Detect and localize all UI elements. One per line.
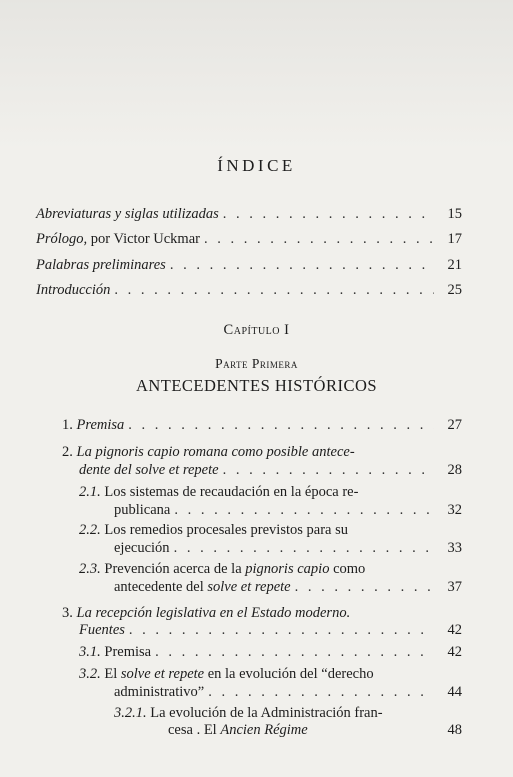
toc-entry-2-line1[interactable]: 2. La pignoris capio romana como posible antece- bbox=[62, 444, 355, 460]
toc-entry-label: Fuentes bbox=[79, 622, 125, 638]
toc-page-number: 44 bbox=[447, 684, 462, 700]
toc-entry-label: administrativo” bbox=[114, 684, 205, 700]
toc-entry-label: cesa . El Ancien Régime bbox=[168, 722, 308, 738]
index-title: ÍNDICE bbox=[217, 156, 296, 175]
leader-dots bbox=[170, 255, 434, 275]
toc-page-number: 48 bbox=[447, 722, 462, 738]
toc-entry-2-3[interactable] bbox=[114, 577, 462, 597]
toc-entry-3-2-1-line1[interactable]: 3.2.1. La evolución de la Administración fran- bbox=[114, 705, 383, 721]
leader-dots bbox=[223, 204, 434, 224]
toc-entry-2[interactable] bbox=[79, 460, 462, 480]
toc-entry-3[interactable] bbox=[79, 620, 462, 640]
leader-dots bbox=[114, 280, 434, 300]
toc-entry-2-2[interactable] bbox=[114, 538, 462, 558]
toc-entry-2-1-line1[interactable]: 2.1. Los sistemas de recaudación en la época re- bbox=[79, 484, 359, 500]
toc-page-number: 25 bbox=[447, 282, 462, 298]
toc-entry-2-1[interactable] bbox=[114, 500, 462, 520]
toc-page-number: 42 bbox=[447, 622, 462, 638]
toc-entry-3-line1[interactable]: 3. La recepción legislativa en el Estado moderno. bbox=[62, 605, 351, 621]
bleed-through-shadow bbox=[0, 0, 513, 150]
leader-dots bbox=[295, 577, 434, 597]
toc-page-number: 21 bbox=[447, 257, 462, 273]
toc-entry-palabras[interactable] bbox=[36, 255, 462, 275]
leader-dots bbox=[129, 620, 434, 640]
toc-entry-abreviaturas[interactable] bbox=[36, 204, 462, 224]
toc-page-number: 17 bbox=[447, 231, 462, 247]
toc-entry-label: ejecución bbox=[114, 540, 170, 556]
toc-page-number: 42 bbox=[447, 644, 462, 660]
toc-entry-label: Abreviaturas y siglas utilizadas bbox=[36, 206, 219, 222]
section-number: 3.1. bbox=[79, 644, 101, 660]
toc-entry-label: Premisa bbox=[76, 417, 125, 433]
toc-entry-label: Introducción bbox=[36, 282, 111, 298]
toc-entry-3-2-line1[interactable]: 3.2. El solve et repete en la evolución del “derecho bbox=[79, 666, 374, 682]
toc-page-number: 28 bbox=[447, 462, 462, 478]
toc-entry-1[interactable] bbox=[62, 415, 462, 435]
toc-entry-label: dente del solve et repete bbox=[79, 462, 219, 478]
toc-page-number: 37 bbox=[447, 579, 462, 595]
toc-entry-label: Prólogo, por Victor Uckmar bbox=[36, 231, 200, 247]
toc-entry-3-2[interactable] bbox=[114, 682, 462, 702]
part-title: ANTECEDENTES HISTÓRICOS bbox=[135, 376, 378, 395]
leader-dots bbox=[174, 500, 434, 520]
toc-page-number: 33 bbox=[447, 540, 462, 556]
toc-entry-label: Palabras preliminares bbox=[36, 257, 166, 273]
leader-dots bbox=[223, 460, 434, 480]
toc-entry-label: antecedente del solve et repete bbox=[114, 579, 291, 595]
toc-entry-introduccion[interactable] bbox=[36, 280, 462, 300]
leader-dots bbox=[155, 642, 434, 662]
toc-page-number: 32 bbox=[447, 502, 462, 518]
leader-dots bbox=[204, 229, 434, 249]
toc-page-number: 27 bbox=[447, 417, 462, 433]
leader-dots bbox=[128, 415, 434, 435]
toc-entry-2-2-line1[interactable]: 2.2. Los remedios procesales previstos para su bbox=[79, 522, 348, 538]
toc-page-number: 15 bbox=[447, 206, 462, 222]
toc-entry-prologo[interactable] bbox=[36, 229, 462, 249]
leader-dots bbox=[174, 538, 434, 558]
toc-entry-3-1[interactable] bbox=[79, 642, 462, 662]
toc-entry-3-2-1[interactable] bbox=[168, 720, 462, 740]
part-heading: Parte Primera bbox=[215, 356, 298, 371]
leader-dots bbox=[208, 682, 434, 702]
chapter-heading: Capítulo I bbox=[223, 322, 290, 338]
section-number: 1. bbox=[62, 417, 73, 433]
toc-entry-label: Premisa bbox=[104, 644, 152, 660]
toc-entry-2-3-line1[interactable]: 2.3. Prevención acerca de la pignoris capio como bbox=[79, 561, 366, 577]
toc-entry-label: publicana bbox=[114, 502, 171, 518]
